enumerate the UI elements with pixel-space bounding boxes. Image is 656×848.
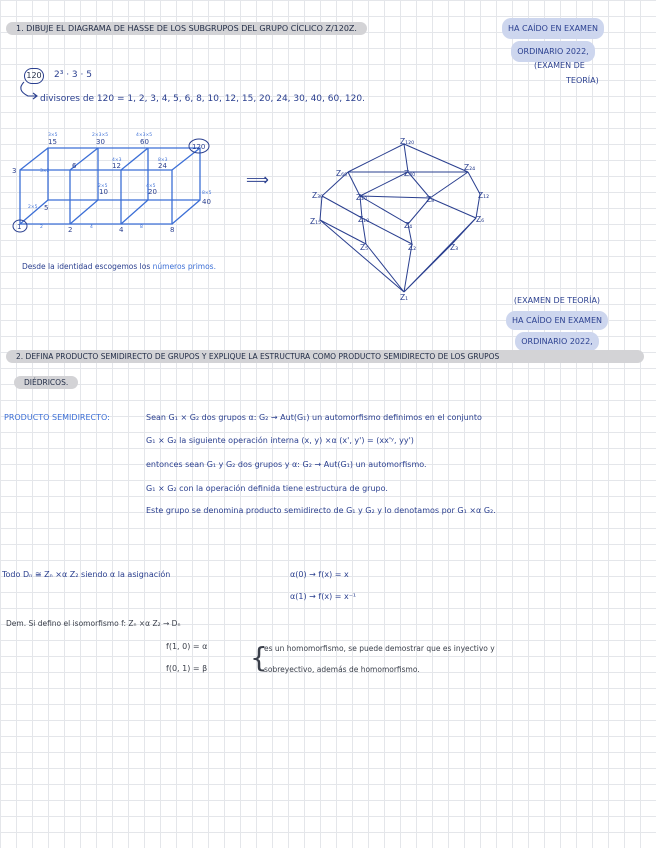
assignment-line: α(0) → f(x) = x: [290, 570, 349, 579]
cube-small-label: 8×3: [158, 158, 168, 163]
exam-tag-line: HA CAÍDO EN EXAMEN: [506, 311, 608, 330]
hasse-node: Z₁₅: [310, 217, 322, 226]
dihedral-statement: Todo Dₙ ≅ Zₙ ×α Z₂ siendo α la asignación: [2, 570, 171, 579]
divisor-cube-diagram: [0, 128, 230, 238]
curved-arrow-icon: [16, 80, 40, 102]
cube-label: 8: [170, 226, 175, 234]
cube-label: 10: [99, 188, 108, 196]
hasse-node: Z₁₀: [358, 215, 370, 224]
identity-note-highlight: números primos.: [152, 262, 216, 271]
exam-tag-1: [502, 16, 604, 85]
proof-text: sobreyectivo, además de homomorfismo.: [264, 665, 420, 674]
hasse-node: Z₂₀: [356, 193, 368, 202]
question-1-title: 1. DIBUJE EL DIAGRAMA DE HASSE DE LOS SUBGRUPOS DEL GRUPO CÍCLICO Z/120Z.: [6, 22, 367, 35]
proof-line: f(1, 0) = α: [166, 642, 208, 651]
implies-arrow: ⟹: [246, 170, 269, 189]
cube-small-label: 2×5: [98, 184, 108, 189]
cube-small-label: 4: [90, 225, 93, 230]
cube-small-label: 2×3×5: [92, 133, 109, 138]
definition-label: PRODUCTO SEMIDIRECTO:: [4, 413, 110, 422]
definition-line: G₁ × G₂ con la operación definida tiene estructura de grupo.: [146, 484, 388, 493]
hasse-node: Z₁₂: [478, 191, 490, 200]
cube-label: 3: [12, 167, 17, 175]
cube-label: 24: [158, 162, 167, 170]
cube-label: 60: [140, 138, 149, 146]
cube-label: 6: [72, 162, 77, 170]
cube-small-label: 2: [40, 225, 43, 230]
cube-label: 15: [48, 138, 57, 146]
identity-note-text: Desde la identidad escogemos los: [22, 262, 151, 271]
hasse-node: Z₁₂₀: [400, 137, 415, 146]
exam-tag-line: ORDINARIO 2022,: [515, 332, 599, 351]
cube-label: 30: [96, 138, 105, 146]
hasse-node: Z₆₀: [336, 169, 348, 178]
cube-small-label: 3×2: [40, 169, 50, 174]
hasse-node: Z₃: [450, 243, 459, 252]
assignment-line: α(1) → f(x) = x⁻¹: [290, 592, 357, 601]
hasse-node: Z₃₀: [312, 191, 324, 200]
definition-line: Este grupo se denomina producto semidirecto de G₁ y G₂ y lo denotamos por G₁ ×α G₂.: [146, 506, 496, 515]
hasse-node: Z₁: [400, 293, 409, 302]
definition-line: G₁ × G₂ la siguiente operación interna (x, y) ×α (x', y') = (xx'ʸ, yy'): [146, 436, 414, 445]
cube-label: 40: [202, 198, 211, 206]
cube-small-label: 2×5: [28, 205, 38, 210]
divisors-list: 1, 2, 3, 4, 5, 6, 8, 10, 12, 15, 20, 24, 30, 40, 60, 120.: [127, 94, 365, 104]
cube-label: 1: [17, 223, 22, 231]
cube-label: 120: [192, 143, 206, 151]
question-2-title-cont: DIÉDRICOS.: [14, 376, 78, 389]
divisors-line: [40, 94, 365, 104]
cube-small-label: 8: [140, 225, 143, 230]
proof-line: f(0, 1) = β: [166, 664, 208, 673]
identity-note: [22, 262, 216, 271]
cube-small-label: 3×5: [48, 133, 58, 138]
exam-tag-line: ORDINARIO 2022,: [511, 41, 595, 62]
cube-label: 20: [148, 188, 157, 196]
hasse-node: Z₈: [426, 195, 435, 204]
exam-tag-line: TEORÍA): [566, 76, 599, 85]
cube-small-label: 4×3: [112, 158, 122, 163]
exam-tag-line: HA CAÍDO EN EXAMEN: [502, 18, 604, 39]
cube-small-label: 4×5: [146, 184, 156, 189]
hasse-node: Z₅: [360, 243, 369, 252]
cube-label: 5: [44, 204, 49, 212]
cube-small-label: 8×5: [202, 191, 212, 196]
cube-label: 2: [68, 226, 73, 234]
cube-label: 12: [112, 162, 121, 170]
proof-intro: Dem. Si defino el isomorfismo f: Zₙ ×α Z₂ → Dₙ: [6, 619, 181, 628]
hasse-node: Z₄: [404, 221, 413, 230]
factorization-circle: 120: [24, 68, 44, 84]
exam-tag-line: (EXAMEN DE TEORÍA): [513, 296, 601, 305]
proof-text: es un homomorfismo, se puede demostrar que es inyectivo y: [264, 644, 495, 653]
exam-tag-line: (EXAMEN DE: [534, 61, 585, 70]
question-2-title: 2. DEFINA PRODUCTO SEMIDIRECTO DE GRUPOS Y EXPLIQUE LA ESTRUCTURA COMO PRODUCTO SEMIDIRECTO DE LOS GRUPOS: [6, 350, 644, 363]
definition-line: entonces sean G₁ y G₂ dos grupos y α: G₂ → Aut(G₁) un automorfismo.: [146, 460, 427, 469]
hasse-node: Z₄₀: [404, 169, 416, 178]
divisors-label: divisores de 120 =: [40, 94, 125, 104]
exam-tag-2: [506, 292, 608, 351]
hasse-diagram: [300, 132, 500, 302]
hasse-node: Z₂: [408, 243, 417, 252]
hasse-node: Z₆: [476, 215, 485, 224]
hasse-node: Z₂₄: [464, 163, 476, 172]
cube-small-label: 4×3×5: [136, 133, 153, 138]
definition-line: Sean G₁ × G₂ dos grupos α: G₂ → Aut(G₁) un automorfismo definimos en el conjunto: [146, 413, 482, 422]
brace-icon: {: [250, 641, 268, 674]
cube-label: 4: [119, 226, 124, 234]
factorization: 2³ · 3 · 5: [54, 70, 92, 80]
